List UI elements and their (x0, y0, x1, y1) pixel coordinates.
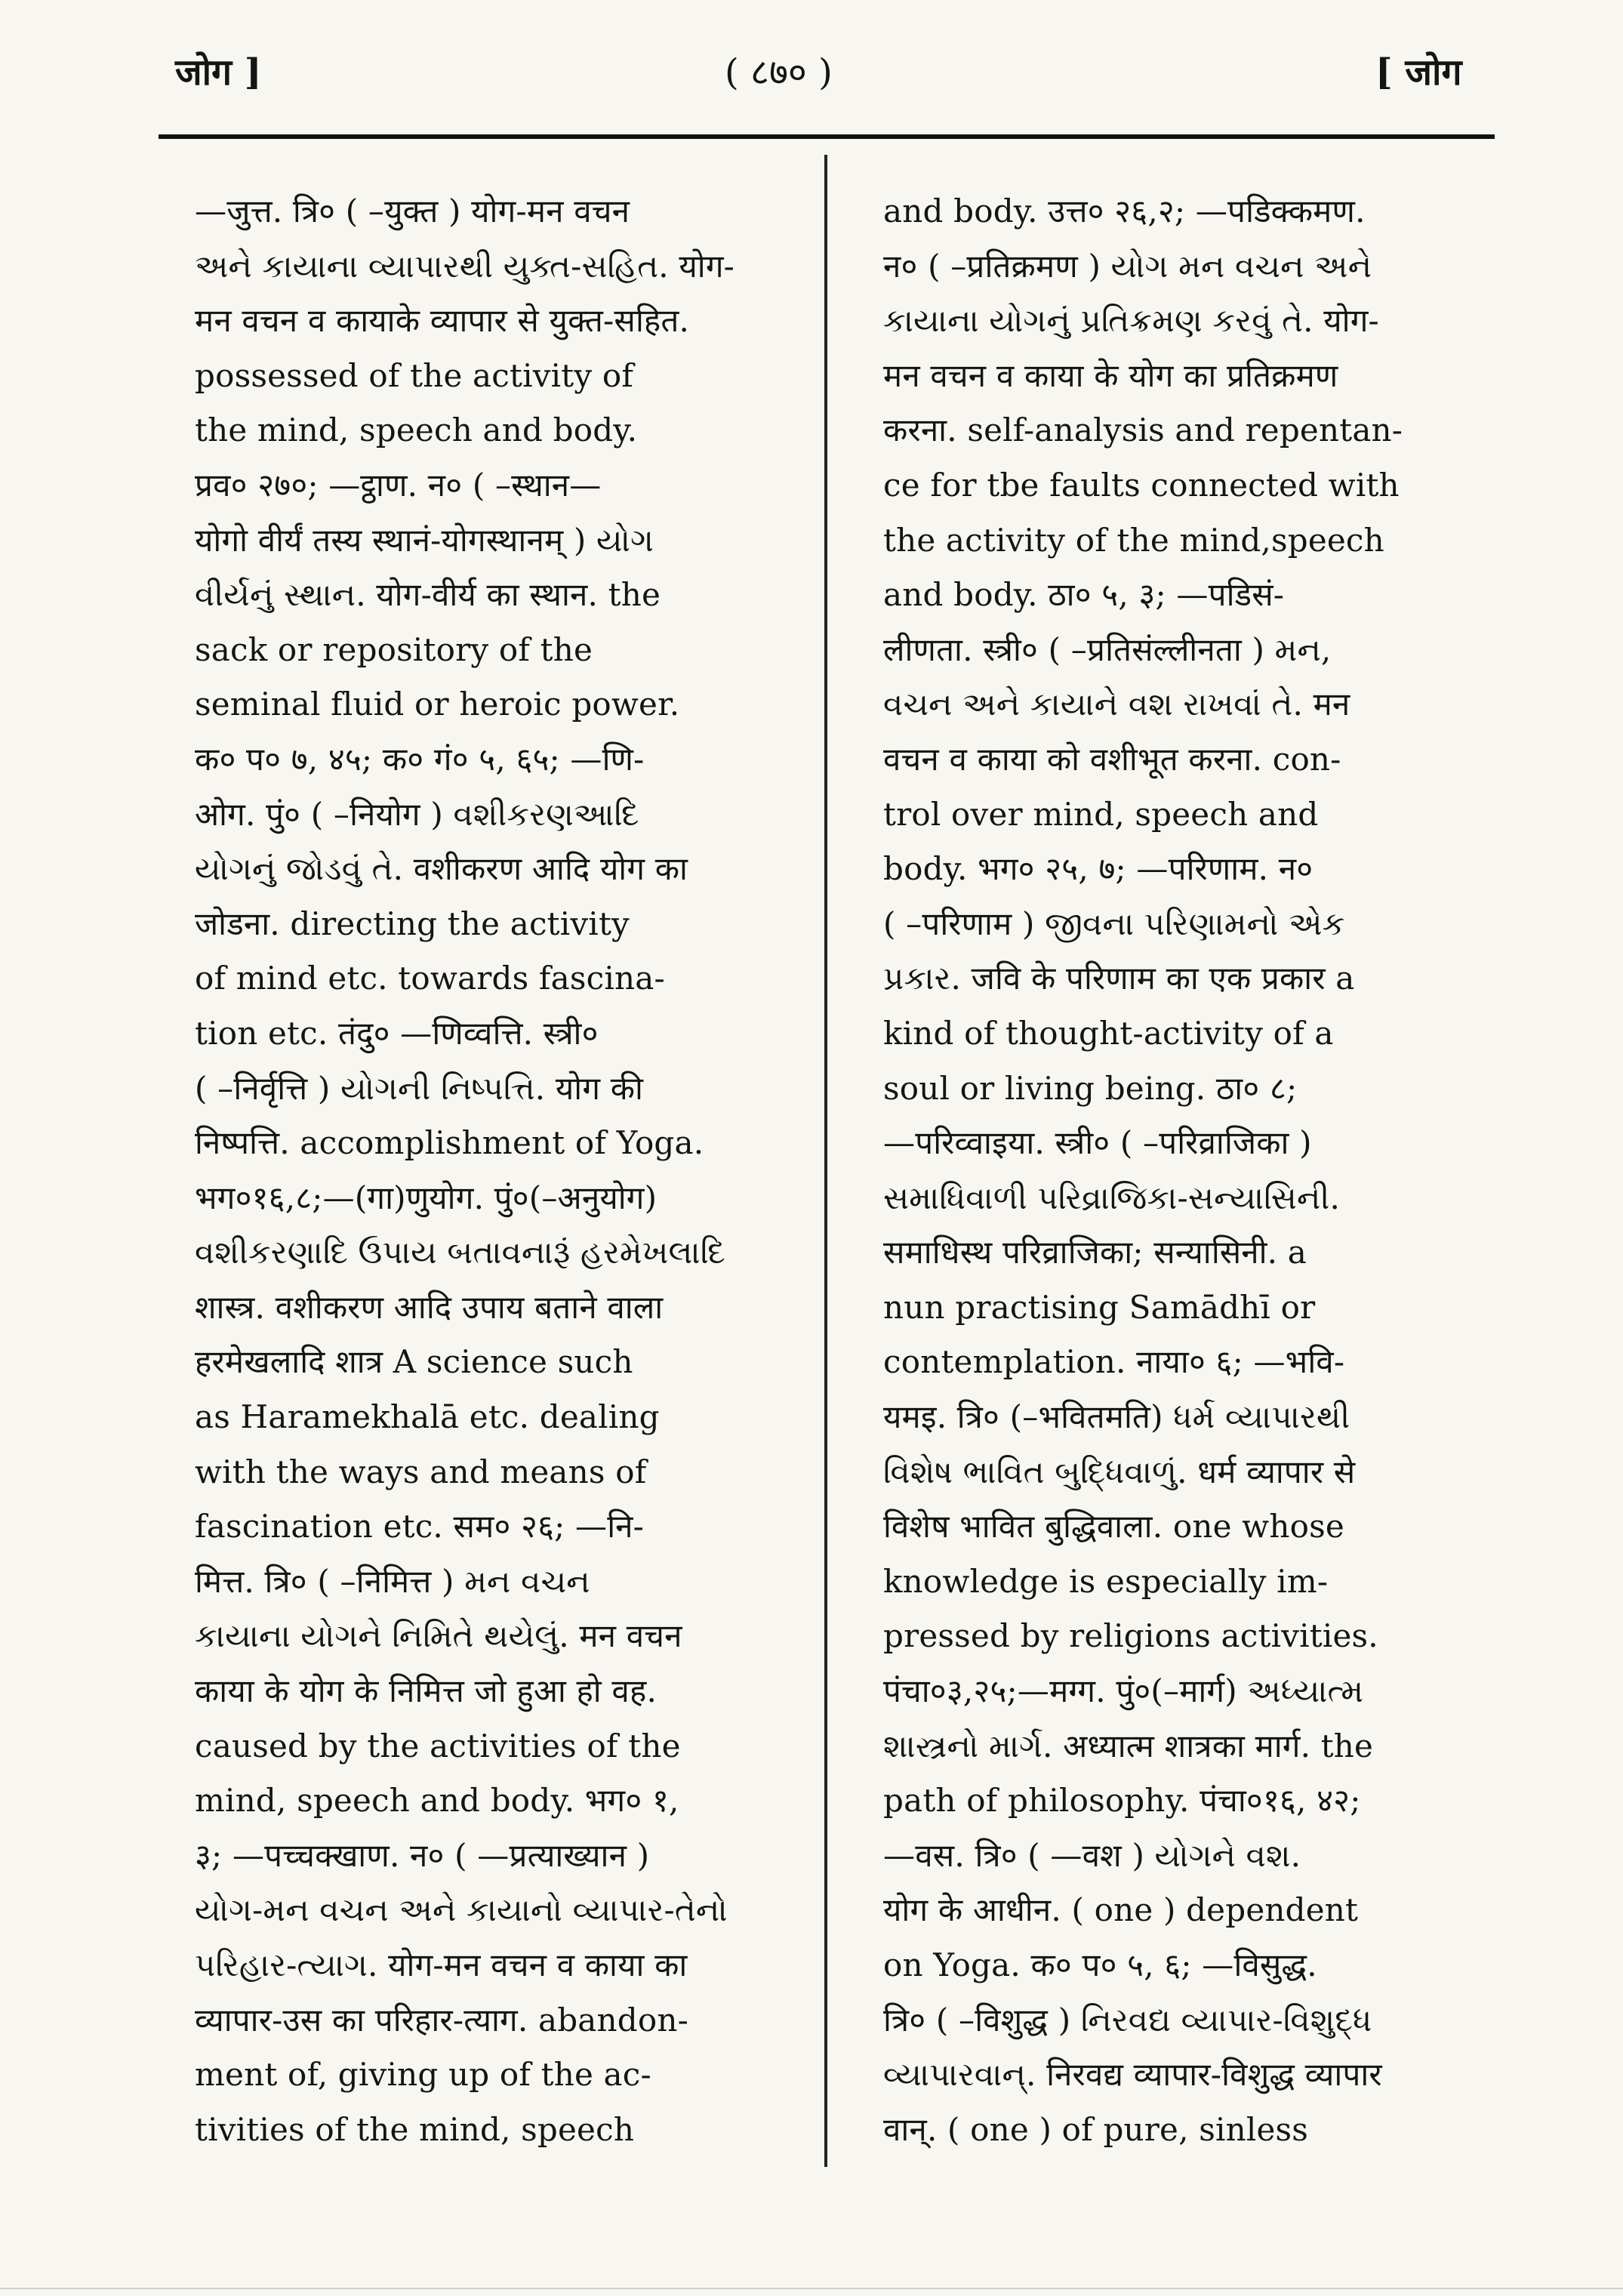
right-column-line: न० ( –प्रतिक्रमण ) યોગ મન વચન અને (883, 247, 1372, 285)
right-column-line: પ્રકાર. जवि के परिणाम का एक प्रकार a (883, 960, 1355, 997)
right-column-line: વચન અને કાયાને વશ રાખવાં તે. मन (883, 686, 1350, 723)
right-column-line: knowledge is especially im- (883, 1562, 1329, 1600)
left-column-line: mind, speech and body. भग० १, (195, 1782, 679, 1820)
left-column-line: हरमेखलादि शात्र A science such (195, 1343, 633, 1381)
right-column-line: વ્યાપારવાન્. निरवद्य व्यापार-विशुद्ध व्यापार (883, 2056, 1382, 2094)
right-column-line: समाधिस्थ परिव्राजिका; सन्यासिनी. a (883, 1234, 1307, 1271)
left-column-line: क० प० ७, ४५; क० गं० ५, ६५; —णि- (195, 740, 645, 778)
left-column-line: કાયાના યોગને નિમિતે થયેલું. मन वचन (195, 1617, 682, 1655)
left-column-line: जोडना. directing the activity (195, 905, 630, 942)
right-column-line: સમાધિવાળી પરિવ્રાજિકા-સન્યાસિની. (883, 1179, 1341, 1216)
right-column-line: kind of thought-activity of a (883, 1014, 1334, 1052)
right-column-line: nun practising Samādhī or (883, 1288, 1316, 1326)
right-column-line: path of philosophy. पंचा०१६, ४२; (883, 1782, 1361, 1820)
left-column-line: વીર્યનું સ્થાન. योग-वीर्य का स्थान. the (195, 576, 661, 614)
left-column-line: योगो वीर्यं तस्य स्थानं-योगस्थानम् ) યોગ (195, 521, 654, 559)
header-left-guideword: जोग ] (175, 51, 262, 94)
right-column-line: विशेष भावित बुद्धिवाला. one whose (883, 1508, 1344, 1546)
right-column-line: pressed by religions activities. (883, 1617, 1378, 1655)
left-column-line: ment of, giving up of the ac- (195, 2056, 651, 2094)
header-right-guideword: [ जोग (1375, 51, 1462, 94)
right-column-line: contemplation. नाया० ६; —भवि- (883, 1343, 1345, 1381)
page-number: ( ८७० ) (725, 51, 833, 94)
right-column-line: on Yoga. क० प० ५, ६; —विसुद्ध. (883, 1946, 1317, 1983)
right-column-line: लीणता. स्त्री० ( –प्रतिसंल्लीनता ) મન, (883, 630, 1332, 668)
left-column-line: —जुत्त. त्रि० ( –युक्त ) योग-मन वचन (195, 193, 630, 230)
right-column-line: त्रि० ( –विशुद्ध ) નિરવદ્ય વ્યાપાર-વિશુદ્ધ (883, 2001, 1372, 2039)
right-column-line: વિશેષ ભાવિત બુદ્ધિવાળું. धर्म व्यापार से (883, 1453, 1356, 1490)
left-column-line: અને કાયાના વ્યાપારથી યુક્ત-સહિત. योग- (195, 247, 735, 285)
left-column (195, 184, 799, 2157)
left-column-line: tivities of the mind, speech (195, 2110, 635, 2148)
right-column-line: and body. उत्त० २६,२; —पडिक्कमण. (883, 193, 1366, 230)
left-column-line: as Haramekhalā etc. dealing (195, 1398, 660, 1436)
left-column-line: યોગનું જોડવું તે. वशीकरण आदि योग का (195, 850, 688, 888)
left-column-line: शास्त्र. वशीकरण आदि उपाय बताने वाला (195, 1288, 664, 1326)
left-column-line: ( –निर्वृत्ति ) યોગની નિષ્પત્તિ. योग की (195, 1069, 644, 1107)
left-column-line: निष्पत्ति. accomplishment of Yoga. (195, 1124, 704, 1162)
left-column-line: ओग. पुं० ( –नियोग ) વશીકરણઆદિ (195, 795, 639, 833)
left-column-line: યોગ-મન વચન અને કાયાનો વ્યાપાર-તેનો (195, 1891, 728, 1929)
right-column-line: the activity of the mind,speech (883, 521, 1384, 559)
left-column-line: પરિહાર-ત્યાગ. योग-मन वचन व काया का (195, 1946, 688, 1983)
right-column-line: soul or living being. ठा० ८; (883, 1069, 1298, 1107)
left-column-line: possessed of the activity of (195, 356, 634, 394)
left-column-line: વશીકરણાદિ ઉપાય બતાવનારૂં હરમેખલાદિ (195, 1234, 725, 1271)
left-column-line: मित्त. त्रि० ( –निमित्त ) મન વચન (195, 1562, 590, 1600)
left-column-line: sack or repository of the (195, 630, 593, 668)
right-column-line: वचन व काया को वशीभूत करना. con- (883, 740, 1341, 778)
right-column-line: पंचा०३,२५;—मग्ग. पुं०(–मार्ग) અધ્યાત્મ (883, 1672, 1364, 1710)
left-column-line: seminal fluid or heroic power. (195, 686, 680, 723)
left-column-line: ३; —पच्चक्खाण. न० ( —प्रत्याख्यान ) (195, 1836, 650, 1874)
left-column-line: प्रव० २७०; —ट्ठाण. न० ( –स्थान— (195, 466, 602, 504)
left-column-line: काया के योग के निमित्त जो हुआ हो वह. (195, 1672, 658, 1710)
left-column-line: the mind, speech and body. (195, 411, 638, 449)
right-column-line: trol over mind, speech and (883, 795, 1319, 833)
column-divider (824, 155, 827, 2167)
left-column-line: भग०१६,८;—(गा)णुयोग. पुं०(–अनुयोग) (195, 1179, 658, 1216)
right-column-line: ce for tbe faults connected with (883, 466, 1400, 504)
right-column-line: वान्. ( one ) of pure, sinless (883, 2110, 1309, 2148)
right-column-line: —परिव्वाइया. स्त्री० ( –परिव्राजिका ) (883, 1124, 1312, 1162)
right-column-line: मन वचन व काया के योग का प्रतिक्रमण (883, 356, 1338, 394)
left-column-line: fascination etc. सम० २६; —नि- (195, 1508, 644, 1546)
right-column-line: body. भग० २५, ७; —परिणाम. न० (883, 850, 1313, 888)
right-column-line: करना. self-analysis and repentan- (883, 411, 1403, 449)
right-column-line: and body. ठा० ५, ३; —पडिसं- (883, 576, 1285, 614)
left-column-line: with the ways and means of (195, 1453, 647, 1490)
right-column-line: योग के आधीन. ( one ) dependent (883, 1891, 1359, 1929)
left-column-line: मन वचन व कायाके व्यापार से युक्त-सहित. (195, 302, 690, 340)
right-column-line: यमइ. त्रि० (–भवितमति) ધર્મ વ્યાપારથી (883, 1398, 1350, 1436)
page-bottom-edge (0, 2288, 1623, 2289)
left-column-line: caused by the activities of the (195, 1727, 681, 1764)
right-column-line: કાયાના યોગનું પ્રતિક્રમણ કરવું તે. योग- (883, 302, 1379, 340)
right-column-line: ( –परिणाम ) જીવના પરિણામનો એક (883, 905, 1345, 942)
left-column-line: of mind etc. towards fascina- (195, 960, 665, 997)
left-column-line: व्यापार-उस का परिहार-त्याग. abandon- (195, 2001, 689, 2039)
right-column-line: શાસ્ત્રનો માર્ગ. अध्यात्म शात्रका मार्ग. the (883, 1727, 1374, 1764)
right-column-line: —वस. त्रि० ( —वश ) યોગને વશ. (883, 1836, 1301, 1874)
left-column-line: tion etc. तंदु० —णिव्वत्ति. स्त्री० (195, 1014, 599, 1052)
header-rule (159, 134, 1495, 139)
right-column (883, 184, 1480, 2157)
